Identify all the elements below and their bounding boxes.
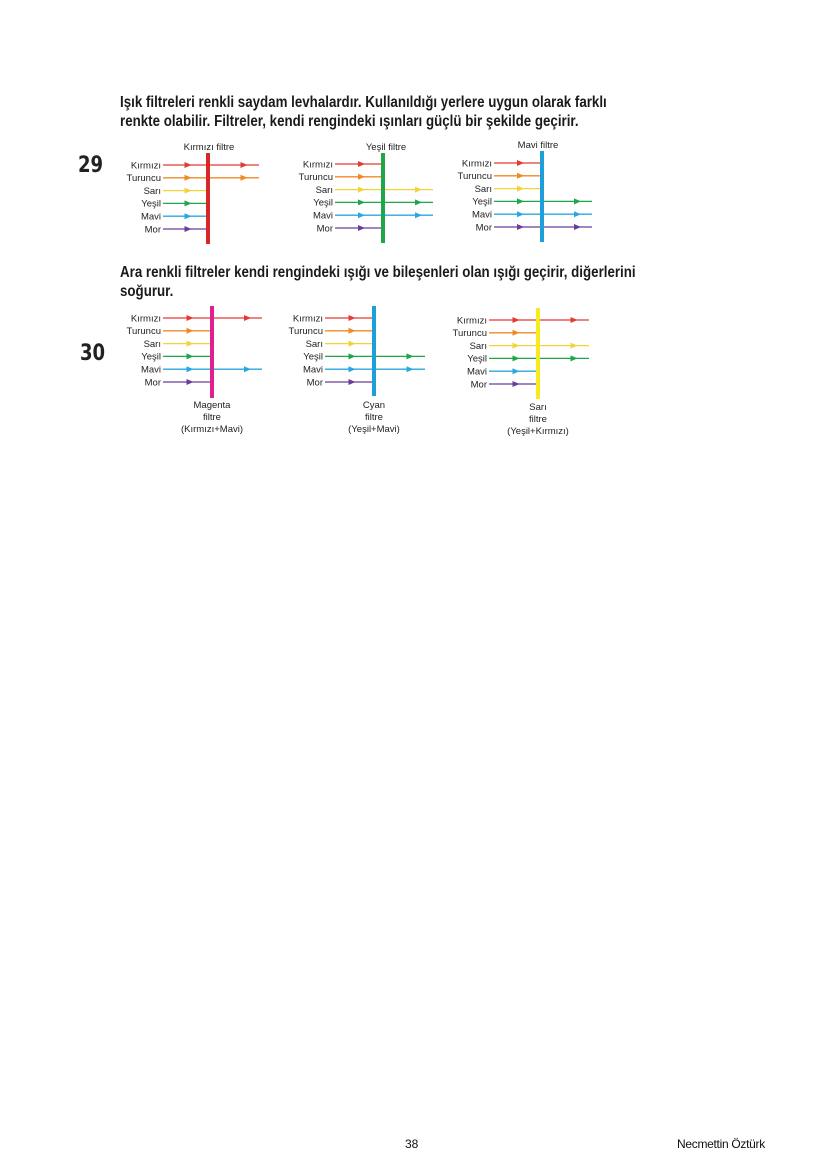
- ray-label-green-0: Kırmızı: [302, 159, 333, 171]
- incoming-arrow-blue-5: [517, 224, 524, 230]
- filter-title-red: Kırmızı filtre: [183, 142, 235, 153]
- incoming-arrow-yellow-1: [513, 330, 520, 336]
- incoming-arrow-cyan-0: [349, 315, 356, 321]
- incoming-arrow-cyan-1: [349, 328, 356, 334]
- incoming-arrow-cyan-3: [349, 353, 356, 359]
- ray-label-cyan-0: Kırmızı: [292, 313, 323, 325]
- filter-title-green: Yeşil filtre: [365, 142, 407, 153]
- outgoing-arrow-yellow-0: [571, 317, 578, 323]
- incoming-arrow-magenta-5: [187, 379, 194, 385]
- incoming-arrow-cyan-2: [349, 341, 356, 347]
- incoming-arrow-green-0: [358, 161, 365, 167]
- filter-caption-magenta-2: (Kırmızı+Mavi): [180, 424, 244, 435]
- ray-label-magenta-4: Mavi: [140, 364, 161, 376]
- incoming-arrow-green-5: [358, 225, 365, 231]
- ray-label-cyan-3: Yeşil: [303, 351, 323, 363]
- footer-author: Necmettin Öztürk: [677, 1137, 765, 1151]
- incoming-arrow-green-3: [358, 199, 365, 205]
- outgoing-arrow-green-3: [415, 199, 422, 205]
- ray-label-cyan-2: Sarı: [305, 338, 323, 350]
- ray-label-yellow-2: Sarı: [469, 340, 487, 352]
- outgoing-arrow-red-0: [241, 162, 248, 168]
- incoming-arrow-green-2: [358, 187, 365, 193]
- incoming-arrow-yellow-5: [513, 381, 520, 387]
- outgoing-arrow-green-4: [415, 212, 422, 218]
- ray-label-yellow-5: Mor: [470, 379, 487, 391]
- paragraph-30-line-2: soğurur.: [120, 283, 174, 300]
- ray-label-yellow-0: Kırmızı: [456, 315, 487, 327]
- incoming-arrow-green-4: [358, 212, 365, 218]
- incoming-arrow-red-5: [185, 226, 192, 232]
- ray-label-red-0: Kırmızı: [130, 160, 161, 172]
- ray-label-red-5: Mor: [144, 224, 161, 236]
- incoming-arrow-red-3: [185, 200, 192, 206]
- ray-label-blue-5: Mor: [475, 222, 492, 234]
- ray-label-blue-2: Sarı: [474, 183, 492, 195]
- incoming-arrow-red-4: [185, 213, 192, 219]
- outgoing-arrow-yellow-2: [571, 343, 578, 349]
- filter-caption-yellow-1: filtre: [529, 414, 547, 425]
- outgoing-arrow-blue-3: [574, 198, 581, 204]
- paragraph-29-line-2: renkte olabilir. Filtreler, kendi rengindeki ışınları güçlü bir şekilde geçirir.: [120, 113, 579, 130]
- ray-label-green-2: Sarı: [315, 184, 333, 196]
- outgoing-arrow-magenta-4: [244, 366, 251, 372]
- incoming-arrow-blue-4: [517, 211, 524, 217]
- incoming-arrow-magenta-0: [187, 315, 194, 321]
- ray-label-blue-3: Yeşil: [472, 196, 492, 208]
- incoming-arrow-magenta-4: [187, 366, 194, 372]
- question-number-29: 29: [78, 153, 104, 178]
- filter-caption-yellow-0: Sarı: [529, 402, 547, 413]
- ray-label-green-4: Mavi: [312, 210, 333, 222]
- incoming-arrow-red-2: [185, 188, 192, 194]
- incoming-arrow-cyan-5: [349, 379, 356, 385]
- filter-caption-magenta-1: filtre: [203, 412, 221, 423]
- filter-caption-cyan-0: Cyan: [362, 400, 386, 411]
- incoming-arrow-cyan-4: [349, 366, 356, 372]
- incoming-arrow-green-1: [358, 174, 365, 180]
- ray-label-magenta-5: Mor: [144, 377, 161, 389]
- outgoing-arrow-magenta-0: [244, 315, 251, 321]
- ray-label-cyan-4: Mavi: [302, 364, 323, 376]
- incoming-arrow-yellow-2: [513, 343, 520, 349]
- outgoing-arrow-cyan-4: [407, 366, 414, 372]
- ray-label-blue-1: Turuncu: [457, 171, 492, 183]
- ray-label-blue-0: Kırmızı: [461, 158, 492, 170]
- incoming-arrow-magenta-1: [187, 328, 194, 334]
- outgoing-arrow-blue-4: [574, 211, 581, 217]
- ray-label-magenta-3: Yeşil: [141, 351, 161, 363]
- ray-label-green-5: Mor: [316, 223, 333, 235]
- filter-caption-yellow-2: (Yeşil+Kırmızı): [507, 426, 569, 437]
- ray-label-red-3: Yeşil: [141, 198, 161, 210]
- filter-caption-cyan-1: filtre: [365, 412, 383, 423]
- ray-label-magenta-2: Sarı: [143, 338, 161, 350]
- ray-label-yellow-3: Yeşil: [467, 353, 487, 365]
- incoming-arrow-yellow-3: [513, 355, 520, 361]
- outgoing-arrow-cyan-3: [407, 353, 414, 359]
- paragraph-30-line-1: Ara renkli filtreler kendi rengindeki ışığı ve bileşenleri olan ışığı geçirir, diğerlerini: [120, 264, 636, 281]
- incoming-arrow-yellow-0: [513, 317, 520, 323]
- incoming-arrow-blue-3: [517, 198, 524, 204]
- ray-label-yellow-4: Mavi: [466, 366, 487, 378]
- ray-label-red-4: Mavi: [140, 211, 161, 223]
- filter-title-blue: Mavi filtre: [517, 140, 559, 151]
- outgoing-arrow-red-1: [241, 175, 248, 181]
- ray-label-magenta-1: Turuncu: [126, 326, 161, 338]
- question-number-30: 30: [80, 341, 106, 366]
- filter-caption-cyan-2: (Yeşil+Mavi): [348, 424, 400, 435]
- ray-label-green-1: Turuncu: [298, 172, 333, 184]
- ray-label-red-1: Turuncu: [126, 173, 161, 185]
- outgoing-arrow-yellow-3: [571, 355, 578, 361]
- ray-label-cyan-1: Turuncu: [288, 326, 323, 338]
- light-filter-diagrams: [0, 0, 828, 460]
- ray-label-cyan-5: Mor: [306, 377, 323, 389]
- incoming-arrow-yellow-4: [513, 368, 520, 374]
- filter-caption-magenta-0: Magenta: [193, 400, 231, 411]
- incoming-arrow-magenta-2: [187, 341, 194, 347]
- ray-label-blue-4: Mavi: [471, 209, 492, 221]
- outgoing-arrow-green-2: [415, 187, 422, 193]
- incoming-arrow-blue-2: [517, 186, 524, 192]
- page-number: 38: [405, 1137, 419, 1151]
- incoming-arrow-magenta-3: [187, 353, 194, 359]
- outgoing-arrow-blue-5: [574, 224, 581, 230]
- incoming-arrow-blue-0: [517, 160, 524, 166]
- ray-label-magenta-0: Kırmızı: [130, 313, 161, 325]
- incoming-arrow-blue-1: [517, 173, 524, 179]
- ray-label-yellow-1: Turuncu: [452, 328, 487, 340]
- paragraph-29-line-1: Işık filtreleri renkli saydam levhalardır. Kullanıldığı yerlere uygun olarak farklı: [120, 94, 607, 111]
- incoming-arrow-red-1: [185, 175, 192, 181]
- ray-label-green-3: Yeşil: [313, 197, 333, 209]
- ray-label-red-2: Sarı: [143, 185, 161, 197]
- incoming-arrow-red-0: [185, 162, 192, 168]
